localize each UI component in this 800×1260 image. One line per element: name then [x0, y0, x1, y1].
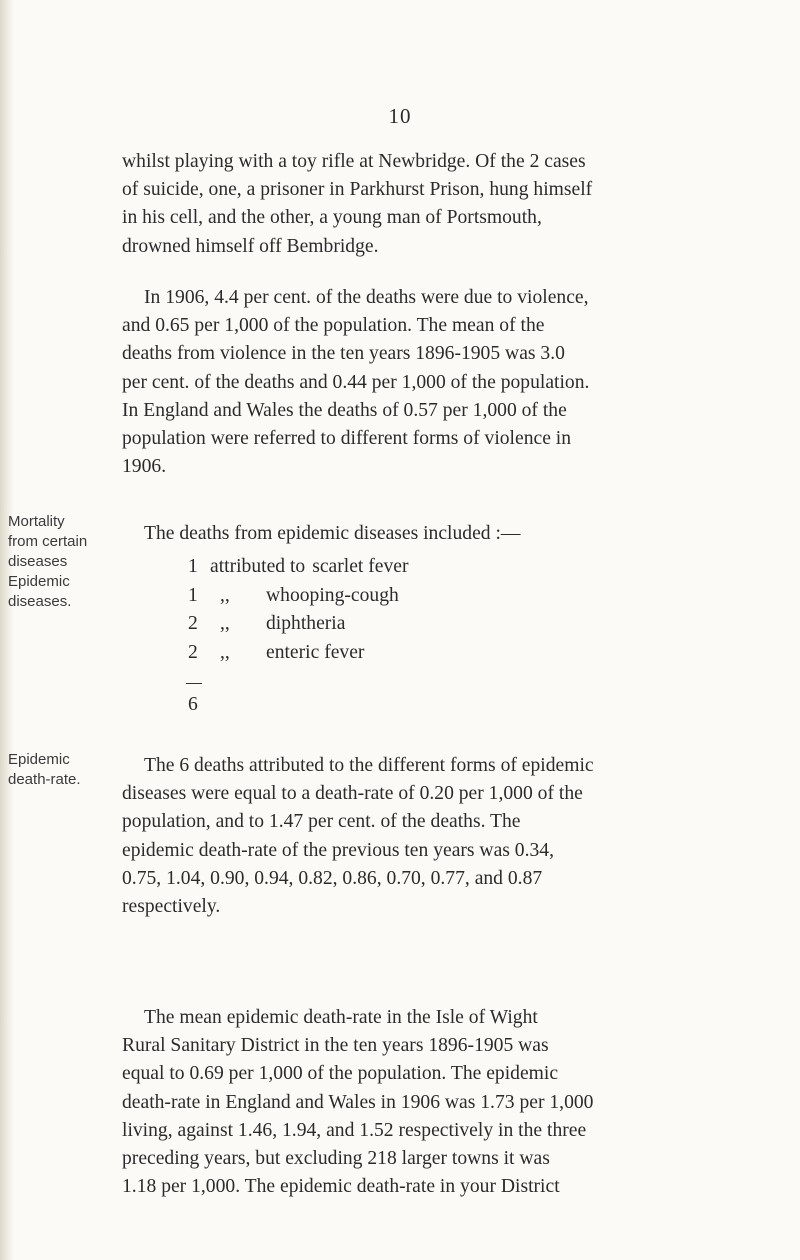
text-line: preceding years, but excluding 218 larger towns it was	[122, 1148, 550, 1170]
text-line: The mean epidemic death-rate in the Isle of Wight	[144, 1007, 538, 1028]
text-line: Rural Sanitary District in the ten years 1896-1905 was	[122, 1035, 549, 1057]
text-line: and 0.65 per 1,000 of the population. The mean of the	[122, 315, 545, 337]
text-line: in his cell, and the other, a young man of Portsmouth,	[122, 207, 542, 229]
text-line: of suicide, one, a prisoner in Parkhurst Prison, hung himself	[122, 179, 593, 201]
margin-note-line: Epidemic	[8, 573, 70, 590]
death-count: 1	[188, 556, 198, 577]
paragraph-violence-deaths	[122, 284, 764, 481]
total-rule	[186, 683, 202, 684]
epidemic-disease-list	[188, 553, 409, 667]
ditto-mark: ,,	[220, 613, 230, 634]
text-line: population, and to 1.47 per cent. of the deaths. The	[122, 811, 521, 833]
list-item	[188, 639, 409, 668]
text-line: living, against 1.46, 1.94, and 1.52 respectively in the three	[122, 1119, 587, 1141]
text-line: The deaths from epidemic diseases included :—	[144, 523, 521, 544]
paragraph-suicide-cases	[122, 148, 764, 261]
list-item	[188, 610, 409, 639]
list-item	[188, 553, 409, 582]
ditto-mark: ,,	[220, 584, 230, 606]
text-line: respectively.	[122, 896, 221, 918]
paragraph-mean-epidemic-death-rate	[122, 1004, 764, 1201]
margin-note-epidemic-death-rate	[8, 750, 120, 790]
margin-note-line: diseases.	[8, 593, 72, 610]
disease-name: diphtheria	[266, 613, 346, 634]
death-count: 2	[188, 641, 198, 663]
epidemic-total: 6	[188, 694, 198, 715]
text-line: per cent. of the deaths and 0.44 per 1,000 of the population.	[122, 371, 590, 393]
epidemic-intro	[122, 520, 764, 548]
death-count: 2	[188, 613, 198, 634]
margin-note-line: Mortality	[8, 513, 65, 530]
paragraph-epidemic-death-rate	[122, 752, 764, 921]
margin-note-mortality	[8, 512, 120, 612]
margin-note-line: diseases	[8, 553, 68, 570]
margin-note-line: death-rate.	[8, 771, 81, 788]
page-number: 10	[388, 104, 412, 128]
disease-name: scarlet fever	[312, 556, 409, 577]
text-line: 1906.	[122, 456, 167, 478]
text-line: epidemic death-rate of the previous ten years was 0.34,	[122, 839, 554, 861]
margin-note-line: Epidemic	[8, 751, 70, 768]
list-item	[188, 582, 409, 611]
death-count: 1	[188, 584, 198, 606]
disease-name: whooping-cough	[266, 584, 399, 606]
text-line: whilst playing with a toy rifle at Newbridge. Of the 2 cases	[122, 151, 586, 172]
text-line: drowned himself off Bembridge.	[122, 235, 379, 257]
text-line: The 6 deaths attributed to the different forms of epidemic	[144, 755, 594, 776]
text-line: equal to 0.69 per 1,000 of the population. The epidemic	[122, 1063, 559, 1085]
text-line: In 1906, 4.4 per cent. of the deaths were due to violence,	[144, 287, 589, 308]
text-line: 1.18 per 1,000. The epidemic death-rate in your District	[122, 1176, 560, 1198]
ditto-mark: ,,	[220, 641, 230, 663]
text-line: death-rate in England and Wales in 1906 was 1.73 per 1,000	[122, 1091, 594, 1113]
text-line: deaths from violence in the ten years 1896-1905 was 3.0	[122, 343, 565, 365]
attribution-prefix: attributed to	[210, 556, 306, 577]
margin-note-line: from certain	[8, 533, 88, 550]
disease-name: enteric fever	[266, 641, 365, 663]
text-line: population were referred to different forms of violence in	[122, 428, 572, 450]
page-edge-shadow	[0, 0, 14, 1260]
text-line: 0.75, 1.04, 0.90, 0.94, 0.82, 0.86, 0.70, 0.77, and 0.87	[122, 867, 543, 889]
text-line: In England and Wales the deaths of 0.57 per 1,000 of the	[122, 399, 567, 421]
text-line: diseases were equal to a death-rate of 0.20 per 1,000 of the	[122, 783, 583, 805]
